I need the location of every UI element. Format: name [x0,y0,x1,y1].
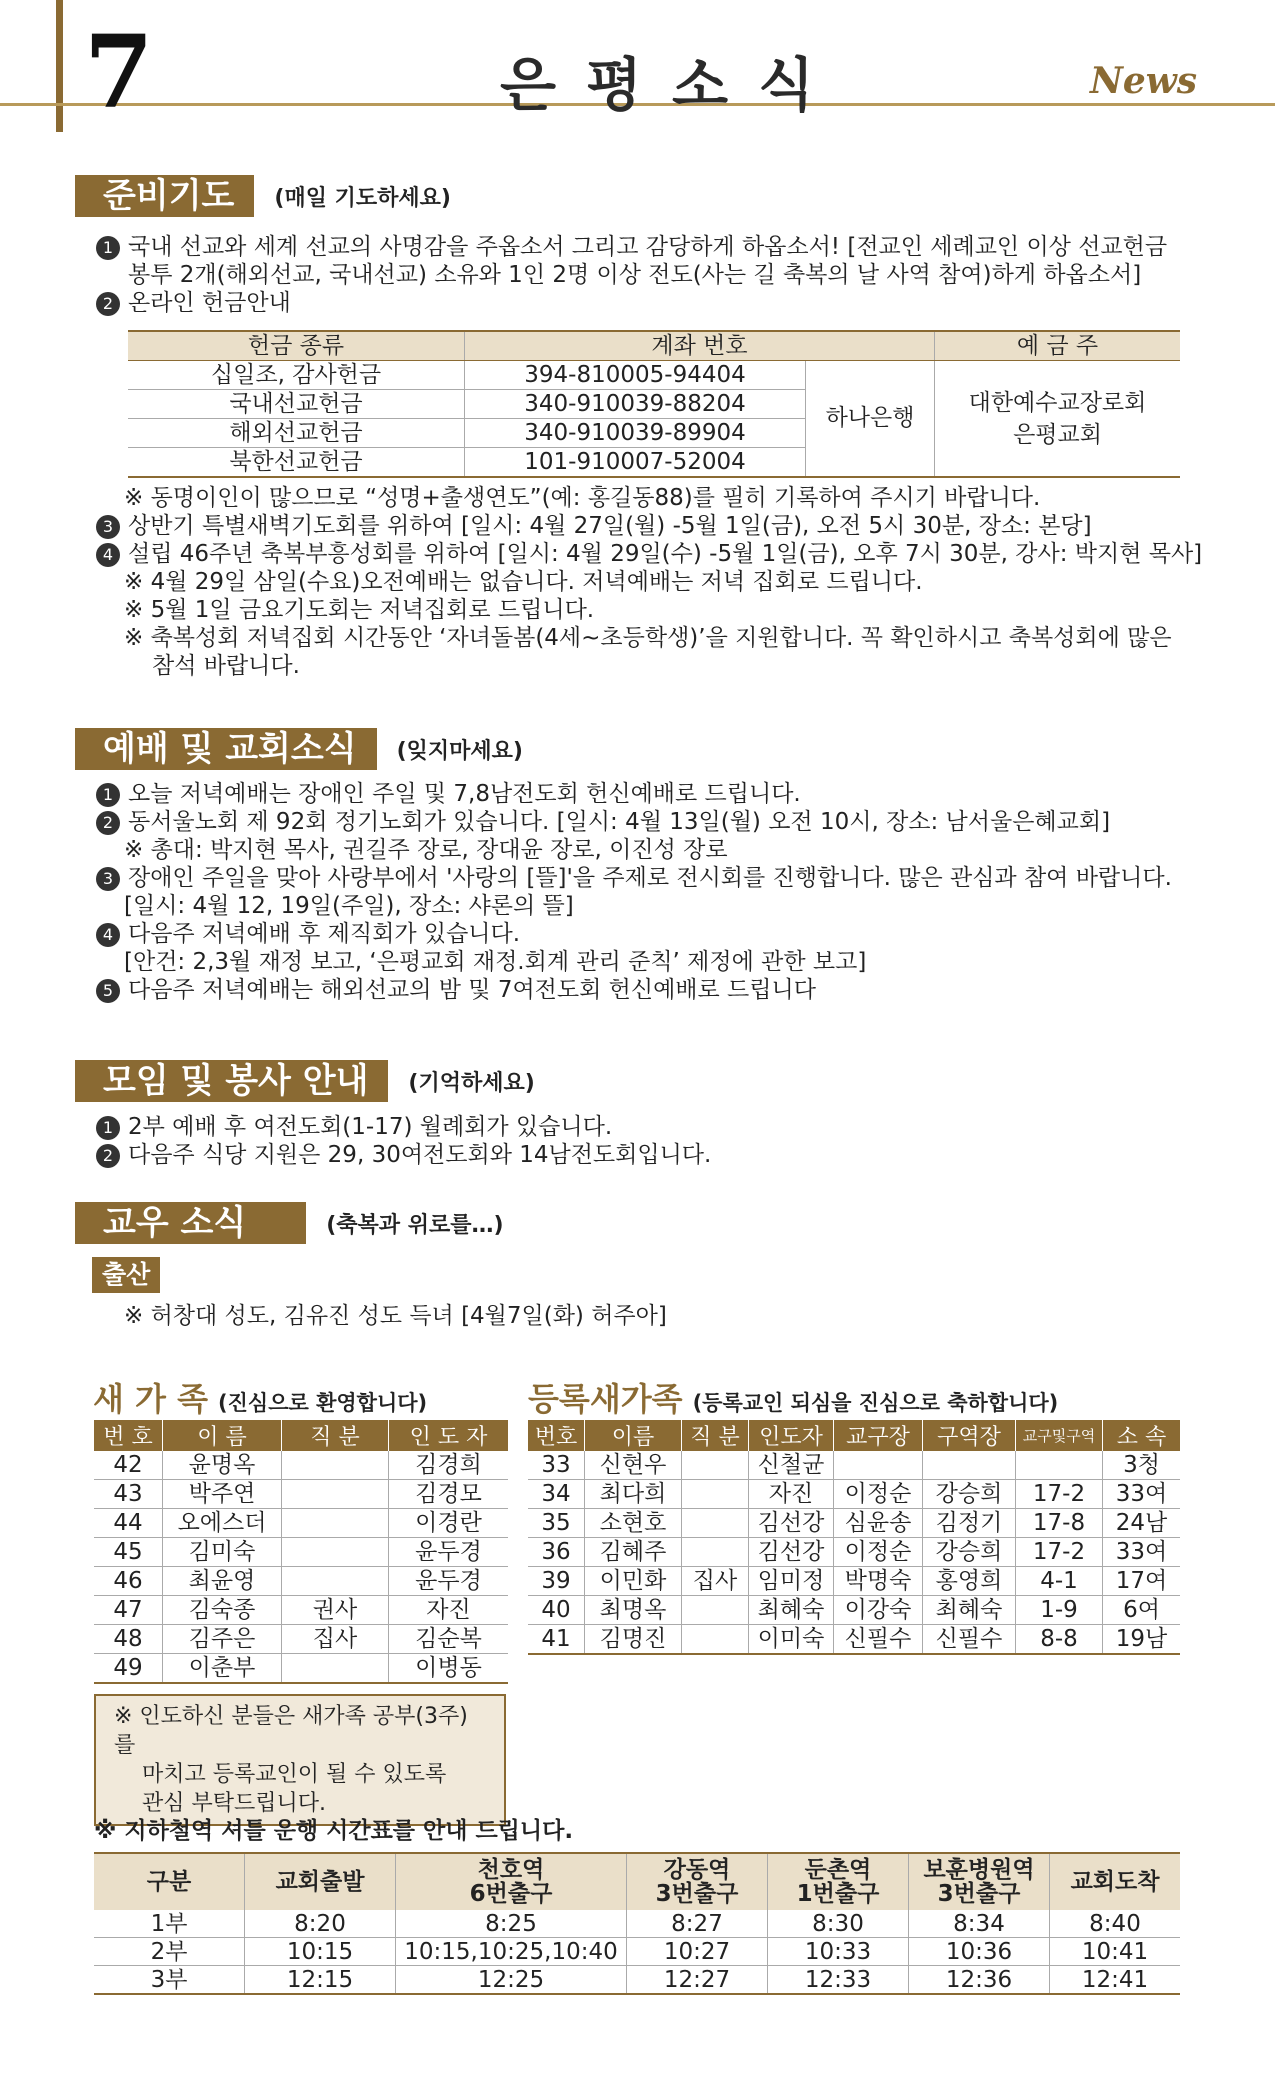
registered-family-header [528,1374,1058,1420]
table-row: 1부 8:20 8:25 8:27 8:30 8:34 8:40 [94,1910,1180,1938]
list-item: 1 2부 예배 후 여전도회(1-17) 월례회가 있습니다. [96,1113,711,1141]
meeting-title: 모임 및 봉사 안내 [75,1060,388,1102]
sub-note: ※ 4월 29일 삼일(수요)오전예배는 없습니다. 저녁예배는 저녁 집회로 드립니다. [124,569,923,595]
header-vertical-bar [56,0,63,132]
table-row: 49 이춘부 이병동 [94,1654,508,1684]
page-title: 은평소식 [500,51,845,119]
table-row: 십일조, 감사헌금 394-810005-94404 하나은행 대한예수교장로회 은평교회 [128,361,1180,390]
offering-header-type: 헌금 종류 [128,331,465,361]
new-family-title: 새 가 족 [93,1380,209,1418]
birth-text: ※ 허창대 성도, 김유진 성도 득녀 [4월7일(화) 허주아] [124,1303,667,1329]
list-item: 3 장애인 주일을 맞아 사랑부에서 '사랑의 [뜰]'을 주제로 전시회를 진행합니다. 많은 관심과 참여 바랍니다. [96,864,1172,892]
meeting-items [96,1113,711,1169]
table-row: 45 김미숙 윤두경 [94,1538,508,1567]
registered-family-title: 등록새가족 [528,1380,683,1418]
new-family-header [93,1374,427,1420]
table-row: 2부 10:15 10:15,10:25,10:40 10:27 10:33 10:36 10:41 [94,1938,1180,1966]
table-row: 북한선교헌금 101-910007-52004 [128,448,1180,478]
table-row: 41 김명진 이미숙 신필수 신필수 8-8 19남 [528,1625,1180,1655]
new-family-subtitle: (진심으로 환영합니다) [218,1391,428,1415]
sub-note: 참석 바랍니다. [152,653,300,679]
worship-title: 예배 및 교회소식 [75,728,377,770]
list-item: 4 설립 46주년 축복부흥성회를 위하여 [일시: 4월 29일(수) -5월 1일(금), 오후 7시 30분, 강사: 박지현 목사] [96,540,1202,568]
list-item: 1 오늘 저녁예배는 장애인 주일 및 7,8남전도회 헌신예배로 드립니다. [96,780,1172,808]
registered-family-subtitle: (등록교인 되심을 진심으로 축하합니다) [692,1391,1059,1415]
account-holder: 대한예수교장로회 은평교회 [935,361,1181,478]
table-row: 36 김혜주 김선강 이정순 강승희 17-2 33여 [528,1538,1180,1567]
offering-table [128,330,1180,478]
list-item: 2 온라인 헌금안내 [96,289,1167,317]
shuttle-title: ※ 지하철역 셔틀 운행 시간표를 안내 드립니다. [94,1818,574,1844]
table-row: 39 이민화 집사 임미정 박명숙 홍영희 4-1 17여 [528,1567,1180,1596]
table-row: 42 윤명옥 김경희 [94,1451,508,1480]
list-item: 5 다음주 저녁예배는 해외선교의 밤 및 7여전도회 헌신예배로 드립니다 [96,976,1172,1004]
page-number: 7 [84,13,154,131]
list-item: 2 다음주 식당 지원은 29, 30여전도회와 14남전도회입니다. [96,1141,711,1169]
table-row: 43 박주연 김경모 [94,1480,508,1509]
list-item-cont: 봉투 2개(해외선교, 국내선교) 소유와 1인 2명 이상 전도(사는 길 축복의 날 사역 참여)하게 하옵소서] [128,262,1142,288]
bank-name: 하나은행 [806,361,935,478]
table-row: 48 김주은 집사 김순복 [94,1625,508,1654]
prayer-items-2 [96,484,1202,680]
worship-items: 1 오늘 저녁예배는 장애인 주일 및 7,8남전도회 헌신예배로 드립니다. 2 동서울노회 제 92회 정기노회가 있습니다. [일시: 4월 13일(월) 오전 10시, 장소: 남서울은혜교회] ※ 총대: 박지현 목사, 권길주 장로, 장대윤 장로, 이진성 장로 3 장애인 주일을 맞아 사랑부에서 '사랑의 [뜰]'을 주제로 전시회를 진행합니다. 많은 관심과 참여 바랍니다. [일시: 4월 12, 19일(주일), 장소: 샤론의 뜰] 4 다음주 저녁예배 후 제직회가 있습니다. [안건: 2,3월 재정 보고, ‘은평교회 재정.회계 관리 준칙’ 제정에 관한 보고] 5 다음주 저녁예배는 해외선교의 밤 및 7여전도회 헌신예배로 드립니다 [96,780,1172,1004]
table-row: 40 최명옥 최혜숙 이강숙 최혜숙 1-9 6여 [528,1596,1180,1625]
offering-note: ※ 동명이인이 많으므로 “성명+출생연도”(예: 홍길동88)를 필히 기록하여 주시기 바랍니다. [124,485,1041,511]
table-row: 44 오에스더 이경란 [94,1509,508,1538]
list-item: 1 국내 선교와 세계 선교의 사명감을 주옵소서 그리고 감당하게 하옵소서! [전교인 세례교인 이상 선교헌금 [96,233,1167,261]
table-row: 47 김숙종 권사 자진 [94,1596,508,1625]
table-row: 35 소현호 김선강 심윤송 김정기 17-8 24남 [528,1509,1180,1538]
table-row: 33 신현우 신철균 3청 [528,1451,1180,1480]
prayer-title: 준비기도 [75,175,254,217]
sub-note: ※ 5월 1일 금요기도회는 저녁집회로 드립니다. [124,597,595,623]
members-subtitle: (축복과 위로를…) [326,1212,504,1238]
new-family-note: ※ 인도하신 분들은 새가족 공부(3주)를 마치고 등록교인이 될 수 있도록 관심 부탁드립니다. [94,1694,506,1826]
sub-note: ※ 축복성회 저녁집회 시간동안 ‘자녀돌봄(4세~초등학생)’을 지원합니다. 꼭 확인하시고 축복성회에 많은 [124,625,1172,651]
members-title: 교우 소식 [75,1202,306,1244]
news-label: News [1090,60,1198,102]
table-row: 3부 12:15 12:25 12:27 12:33 12:36 12:41 [94,1966,1180,1995]
registered-family-table: 번호 이름 직 분 인도자 교구장 구역장 교구및구역 소 속 33 신현우 신철균 3청 34 최다희 자진 이정순 강승희 17-2 33여 35 소현호 김선강 심윤송 김정기 17-8 24남 36 김혜주 김선강 이정순 강승희 17-2 33여 39 이민화 집사 임미정 박명숙 홍영희 4-1 17여 40 최명옥 최혜숙 이강숙 최혜숙 1-9 6여 41 김명진 이미숙 신필수 신필수 8-8 19남 [528,1420,1180,1655]
table-row: 46 최윤영 윤두경 [94,1567,508,1596]
birth-label: 출산 [92,1257,160,1293]
worship-section-header [75,728,523,770]
new-family-table: 번 호 이 름 직 분 인 도 자 42 윤명옥 김경희 43 박주연 김경모 44 오에스더 이경란 45 김미숙 윤두경 46 최윤영 윤두경 47 김숙종 권사 자진 48 김주은 집사 김순복 49 이춘부 이병동 [94,1420,508,1684]
list-item: 2 동서울노회 제 92회 정기노회가 있습니다. [일시: 4월 13일(월) 오전 10시, 장소: 남서울은혜교회] [96,808,1172,836]
meeting-section-header [75,1060,535,1102]
list-item: 4 다음주 저녁예배 후 제직회가 있습니다. [96,920,1172,948]
table-row: 해외선교헌금 340-910039-89904 [128,419,1180,448]
meeting-subtitle: (기억하세요) [408,1070,535,1096]
prayer-subtitle: (매일 기도하세요) [274,185,451,211]
offering-header-account: 계좌 번호 [465,331,935,361]
prayer-items [96,233,1167,317]
list-item: 3 상반기 특별새벽기도회를 위하여 [일시: 4월 27일(월) -5월 1일(금), 오전 5시 30분, 장소: 본당] [96,512,1202,540]
members-section-header [75,1202,504,1244]
worship-subtitle: (잊지마세요) [396,738,523,764]
shuttle-table: 구분 교회출발 천호역 6번출구 강동역 3번출구 둔촌역 1번출구 보훈병원역 3번출구 교회도착 1부 8:20 8:25 8:27 8:30 8:34 8:40 2부 10:15 10:15,10:25,10:40 10:27 10:33 10:36 10:41 3부 12:15 12:25 12:27 12:33 12:36 12:41 [94,1852,1180,1995]
table-row: 34 최다희 자진 이정순 강승희 17-2 33여 [528,1480,1180,1509]
offering-header-holder: 예 금 주 [935,331,1181,361]
table-row: 국내선교헌금 340-910039-88204 [128,390,1180,419]
prayer-section-header [75,175,451,217]
